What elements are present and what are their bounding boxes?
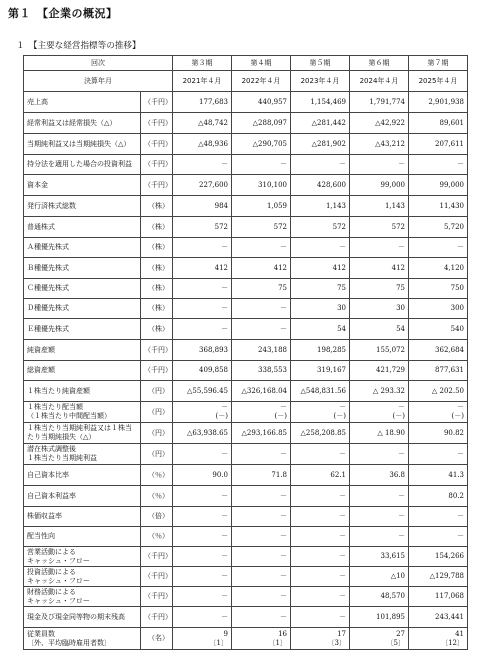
indicator-row <box>24 486 468 507</box>
fiscal-year-cell: 2023年４月 <box>291 71 350 92</box>
value-cell: － <box>232 567 291 587</box>
value-cell: △281,902 <box>291 134 350 155</box>
indicator-row <box>24 279 468 299</box>
fiscal-year-cell: 2022年４月 <box>232 71 291 92</box>
value-cell: 30 <box>291 299 350 319</box>
value-cell: － <box>409 155 468 175</box>
value-cell: － <box>173 507 232 527</box>
value-cell: 54 <box>350 319 409 340</box>
indicator-label-subtext: １株当たり当期純利益 <box>27 454 97 462</box>
indicator-label-text: Ｄ種優先株式 <box>27 304 69 313</box>
fiscal-year-cell: 2021年４月 <box>173 71 232 92</box>
indicator-row <box>24 217 468 238</box>
period-header: 第３期 <box>173 56 232 71</box>
indicator-row <box>24 258 468 279</box>
indicator-label <box>24 196 141 217</box>
value-cell: △48,742 <box>173 113 232 134</box>
value-cell: △ 18.90 <box>350 423 409 444</box>
value-cell: － <box>350 527 409 547</box>
value-cell: 75 <box>350 279 409 299</box>
value-cell: 117,068 <box>409 587 468 607</box>
indicator-row <box>24 465 468 486</box>
unit-cell: （千円） <box>141 607 173 628</box>
value-cell: － <box>291 567 350 587</box>
indicator-label-text: 持分法を適用した場合の投資利益 <box>27 160 132 169</box>
value-subtext: (－) <box>215 412 228 420</box>
indicator-label <box>24 628 141 650</box>
value-subtext: (－) <box>451 412 464 420</box>
value-cell: 572 <box>173 217 232 238</box>
indicator-label <box>24 465 141 486</box>
unit-cell: （千円） <box>141 113 173 134</box>
value-cell: △258,208.85 <box>291 423 350 444</box>
indicator-label-text: 株価収益率 <box>27 512 62 521</box>
value-cell: － <box>173 155 232 175</box>
fiscal-year-label: 決算年月 <box>24 71 173 92</box>
indicator-label <box>24 238 141 258</box>
value-text: 41 <box>455 629 464 638</box>
unit-cell: （円） <box>141 444 173 465</box>
indicator-label <box>24 423 141 444</box>
value-cell: － <box>409 238 468 258</box>
value-cell: 368,893 <box>173 340 232 361</box>
indicator-label <box>24 587 141 607</box>
indicator-label-text: 総資産額 <box>27 366 55 375</box>
indicator-row <box>24 155 468 175</box>
value-cell: 412 <box>291 258 350 279</box>
value-cell: △293,166.85 <box>232 423 291 444</box>
indicator-row <box>24 567 468 587</box>
value-cell: 412 <box>173 258 232 279</box>
value-text: 16 <box>278 629 287 638</box>
indicator-label <box>24 113 141 134</box>
value-text: － <box>221 403 228 412</box>
value-cell: 5,720 <box>409 217 468 238</box>
indicator-label <box>24 340 141 361</box>
indicator-label-text: 純資産額 <box>27 345 55 354</box>
indicator-label-text: Ａ種優先株式 <box>27 243 69 252</box>
indicator-row <box>24 134 468 155</box>
indicator-label-text: 営業活動による <box>27 547 76 556</box>
value-cell: 33,615 <box>350 547 409 567</box>
value-cell <box>173 628 232 650</box>
indicator-label <box>24 444 141 465</box>
indicator-label-subtext: たり当期純損失（△） <box>27 433 96 441</box>
unit-cell: （倍） <box>141 507 173 527</box>
value-cell: － <box>173 238 232 258</box>
indicator-row <box>24 527 468 547</box>
value-cell: 540 <box>409 319 468 340</box>
period-header: 第７期 <box>409 56 468 71</box>
value-cell: － <box>350 444 409 465</box>
value-cell: 54 <box>291 319 350 340</box>
value-cell: － <box>232 444 291 465</box>
indicator-label-text: 経常利益又は経常損失（△） <box>27 118 117 127</box>
fiscal-year-row <box>24 71 468 92</box>
value-cell: △63,938.65 <box>173 423 232 444</box>
value-cell: 80.2 <box>409 486 468 507</box>
indicator-label-text: 自己資本比率 <box>27 470 69 479</box>
value-cell: 36.8 <box>350 465 409 486</box>
value-cell: 227,600 <box>173 175 232 196</box>
value-cell: 421,729 <box>350 361 409 381</box>
indicator-label-text: １株当たり当期純利益又は１株当 <box>27 424 132 433</box>
value-text: － <box>457 403 464 412</box>
value-cell: － <box>291 238 350 258</box>
indicator-row <box>24 340 468 361</box>
value-cell: 428,600 <box>291 175 350 196</box>
value-cell: 440,957 <box>232 92 291 113</box>
value-text: － <box>398 403 405 412</box>
value-cell: － <box>232 587 291 607</box>
indicator-label <box>24 486 141 507</box>
indicator-label <box>24 279 141 299</box>
unit-cell: （％） <box>141 527 173 547</box>
value-cell: － <box>409 507 468 527</box>
value-subtext: 〔1〕 <box>268 638 287 647</box>
value-cell: 572 <box>291 217 350 238</box>
value-cell: － <box>173 299 232 319</box>
value-cell: － <box>350 486 409 507</box>
indicator-row <box>24 319 468 340</box>
indicator-label <box>24 381 141 402</box>
value-cell: 243,188 <box>232 340 291 361</box>
value-cell: 319,167 <box>291 361 350 381</box>
unit-cell: （株） <box>141 279 173 299</box>
unit-cell: （千円） <box>141 340 173 361</box>
value-cell: 198,285 <box>291 340 350 361</box>
indicator-label <box>24 507 141 527</box>
indicator-label <box>24 319 141 340</box>
value-cell: △10 <box>350 567 409 587</box>
unit-cell: （千円） <box>141 155 173 175</box>
unit-cell: （％） <box>141 486 173 507</box>
value-cell: － <box>173 547 232 567</box>
indicator-row <box>24 423 468 444</box>
subsection-heading: １ 【主要な経営指標等の推移】 <box>16 41 141 51</box>
value-cell: 99,000 <box>409 175 468 196</box>
indicator-label-text: 投資活動による <box>27 567 76 576</box>
value-cell: － <box>291 155 350 175</box>
value-cell: 90.0 <box>173 465 232 486</box>
period-header-row <box>24 56 468 71</box>
value-cell: － <box>232 607 291 628</box>
value-cell <box>173 402 232 423</box>
value-cell: 207,611 <box>409 134 468 155</box>
indicator-label <box>24 402 141 423</box>
indicator-label <box>24 134 141 155</box>
indicator-label-text: 普通株式 <box>27 222 55 231</box>
value-cell: － <box>173 319 232 340</box>
value-subtext: (－) <box>333 412 346 420</box>
indicator-label-subtext: キャッシュ・フロー <box>27 576 90 585</box>
indicator-row <box>24 402 468 423</box>
indicator-label <box>24 155 141 175</box>
value-cell: 41.3 <box>409 465 468 486</box>
value-subtext: (－) <box>392 412 405 420</box>
value-cell: － <box>350 507 409 527</box>
value-text: － <box>280 403 287 412</box>
value-cell: 572 <box>232 217 291 238</box>
value-subtext: 〔12〕 <box>441 638 464 647</box>
period-header: 第６期 <box>350 56 409 71</box>
value-cell: － <box>291 547 350 567</box>
value-subtext: 〔3〕 <box>327 638 346 647</box>
indicator-row <box>24 444 468 465</box>
value-cell <box>291 628 350 650</box>
header-label: 回次 <box>24 56 173 71</box>
indicator-label-text: 従業員数 <box>27 629 55 638</box>
value-cell: － <box>232 238 291 258</box>
value-cell: 89,601 <box>409 113 468 134</box>
value-cell: 75 <box>232 279 291 299</box>
indicator-label-subtext: （１株当たり中間配当額） <box>27 412 111 420</box>
value-cell: 90.82 <box>409 423 468 444</box>
value-cell <box>409 628 468 650</box>
indicator-row <box>24 607 468 628</box>
value-cell: － <box>409 527 468 547</box>
value-cell: － <box>173 279 232 299</box>
value-cell: △548,831.56 <box>291 381 350 402</box>
indicator-label <box>24 361 141 381</box>
value-cell: － <box>173 486 232 507</box>
value-cell: 1,059 <box>232 196 291 217</box>
fiscal-year-cell: 2025年４月 <box>409 71 468 92</box>
value-text: － <box>339 403 346 412</box>
value-cell: 412 <box>232 258 291 279</box>
value-cell: 310,100 <box>232 175 291 196</box>
value-cell: － <box>291 444 350 465</box>
unit-cell: （株） <box>141 217 173 238</box>
value-cell <box>350 402 409 423</box>
indicator-label <box>24 299 141 319</box>
indicator-row <box>24 196 468 217</box>
unit-cell: （千円） <box>141 134 173 155</box>
value-cell: 984 <box>173 196 232 217</box>
value-cell: 572 <box>350 217 409 238</box>
value-cell: 750 <box>409 279 468 299</box>
value-cell: 99,000 <box>350 175 409 196</box>
value-cell <box>350 628 409 650</box>
unit-cell: （名） <box>141 628 173 650</box>
value-cell: 62.1 <box>291 465 350 486</box>
value-cell: － <box>173 607 232 628</box>
value-cell: △290,705 <box>232 134 291 155</box>
indicator-row <box>24 547 468 567</box>
value-cell: 409,858 <box>173 361 232 381</box>
value-cell: 30 <box>350 299 409 319</box>
unit-cell: （円） <box>141 423 173 444</box>
indicator-row <box>24 587 468 607</box>
value-cell: － <box>232 155 291 175</box>
value-text: 9 <box>223 629 228 638</box>
value-cell <box>409 402 468 423</box>
value-cell: 154,266 <box>409 547 468 567</box>
value-cell: 1,791,774 <box>350 92 409 113</box>
value-cell: － <box>232 486 291 507</box>
value-cell: 101,895 <box>350 607 409 628</box>
value-cell: － <box>291 587 350 607</box>
indicator-label <box>24 567 141 587</box>
unit-cell: （千円） <box>141 175 173 196</box>
value-cell <box>232 628 291 650</box>
indicator-label <box>24 217 141 238</box>
value-cell: 412 <box>350 258 409 279</box>
value-cell: △ 293.32 <box>350 381 409 402</box>
indicator-row <box>24 92 468 113</box>
indicator-label-text: 自己資本利益率 <box>27 491 76 500</box>
unit-cell: （株） <box>141 258 173 279</box>
unit-cell: （円） <box>141 402 173 423</box>
value-cell: △129,788 <box>409 567 468 587</box>
value-cell: △43,212 <box>350 134 409 155</box>
value-cell: － <box>232 319 291 340</box>
unit-cell: （株） <box>141 238 173 258</box>
value-cell: 4,120 <box>409 258 468 279</box>
financial-indicators-table <box>23 55 468 650</box>
value-cell <box>232 402 291 423</box>
indicator-row <box>24 361 468 381</box>
value-cell: － <box>350 238 409 258</box>
indicator-row <box>24 507 468 527</box>
fiscal-year-cell: 2024年４月 <box>350 71 409 92</box>
indicator-row <box>24 113 468 134</box>
value-text: 17 <box>337 629 346 638</box>
value-cell: △326,168.04 <box>232 381 291 402</box>
value-cell: － <box>232 527 291 547</box>
value-cell: － <box>291 607 350 628</box>
indicator-label-text: １株当たり純資産額 <box>27 386 90 395</box>
value-subtext: 〔5〕 <box>386 638 405 647</box>
indicator-label-text: 現金及び現金同等物の期末残高 <box>27 612 125 621</box>
value-cell: － <box>173 527 232 547</box>
indicator-label <box>24 175 141 196</box>
value-cell: － <box>291 527 350 547</box>
unit-cell: （千円） <box>141 547 173 567</box>
value-cell: 48,570 <box>350 587 409 607</box>
unit-cell: （千円） <box>141 587 173 607</box>
indicator-label-text: １株当たり配当額 <box>27 403 83 412</box>
indicator-row <box>24 175 468 196</box>
section-heading: 第１ 【企業の概況】 <box>8 7 118 20</box>
value-cell: △ 202.50 <box>409 381 468 402</box>
value-cell: 2,901,938 <box>409 92 468 113</box>
value-cell: － <box>173 587 232 607</box>
unit-cell: （株） <box>141 196 173 217</box>
unit-cell: （千円） <box>141 361 173 381</box>
indicator-label-subtext: キャッシュ・フロー <box>27 596 90 605</box>
value-cell: － <box>291 507 350 527</box>
value-cell: △288,097 <box>232 113 291 134</box>
indicator-label <box>24 258 141 279</box>
indicator-label-text: 配当性向 <box>27 532 55 541</box>
indicator-label-text: 潜在株式調整後 <box>27 445 76 454</box>
value-cell: － <box>173 567 232 587</box>
period-header: 第５期 <box>291 56 350 71</box>
indicator-row <box>24 628 468 650</box>
value-cell: － <box>409 444 468 465</box>
indicator-label-subtext: キャッシュ・フロー <box>27 556 90 565</box>
value-cell <box>291 402 350 423</box>
unit-cell: （株） <box>141 319 173 340</box>
value-cell: 338,553 <box>232 361 291 381</box>
indicator-label-text: 発行済株式総数 <box>27 201 76 210</box>
unit-cell: （株） <box>141 299 173 319</box>
indicator-label-text: Ｂ種優先株式 <box>27 263 69 272</box>
value-cell: 11,430 <box>409 196 468 217</box>
value-subtext: 〔1〕 <box>209 638 228 647</box>
indicator-label-text: 売上高 <box>27 97 48 106</box>
value-cell: 177,683 <box>173 92 232 113</box>
unit-cell: （％） <box>141 465 173 486</box>
indicator-label-subtext: 〔外、平均臨時雇用者数〕 <box>27 638 111 647</box>
unit-cell: （千円） <box>141 567 173 587</box>
value-cell: － <box>232 507 291 527</box>
indicator-row <box>24 381 468 402</box>
value-cell: 877,631 <box>409 361 468 381</box>
indicator-label-text: 資本金 <box>27 180 48 189</box>
value-cell: － <box>173 444 232 465</box>
value-subtext: (－) <box>274 412 287 420</box>
value-cell: △281,442 <box>291 113 350 134</box>
value-cell: 1,154,469 <box>291 92 350 113</box>
indicator-row <box>24 238 468 258</box>
indicator-label <box>24 527 141 547</box>
indicator-label-text: 財務活動による <box>27 587 76 596</box>
value-cell: 300 <box>409 299 468 319</box>
value-cell: 362,684 <box>409 340 468 361</box>
value-cell: △55,596.45 <box>173 381 232 402</box>
value-cell: 1,143 <box>291 196 350 217</box>
value-cell: － <box>291 486 350 507</box>
indicator-label <box>24 547 141 567</box>
value-cell: △42,922 <box>350 113 409 134</box>
unit-cell: （千円） <box>141 92 173 113</box>
value-cell: 243,441 <box>409 607 468 628</box>
value-cell: 1,143 <box>350 196 409 217</box>
indicator-label <box>24 607 141 628</box>
value-text: 27 <box>396 629 405 638</box>
unit-cell: （円） <box>141 381 173 402</box>
value-cell: － <box>232 299 291 319</box>
indicator-label-text: Ｅ種優先株式 <box>27 324 69 333</box>
value-cell: － <box>350 155 409 175</box>
value-cell: △48,936 <box>173 134 232 155</box>
indicator-label-text: 当期純利益又は当期純損失（△） <box>27 139 131 148</box>
value-cell: 155,072 <box>350 340 409 361</box>
period-header: 第４期 <box>232 56 291 71</box>
indicator-label <box>24 92 141 113</box>
indicator-row <box>24 299 468 319</box>
value-cell: 71.8 <box>232 465 291 486</box>
value-cell: 75 <box>291 279 350 299</box>
value-cell: － <box>232 547 291 567</box>
indicator-label-text: Ｃ種優先株式 <box>27 284 69 293</box>
